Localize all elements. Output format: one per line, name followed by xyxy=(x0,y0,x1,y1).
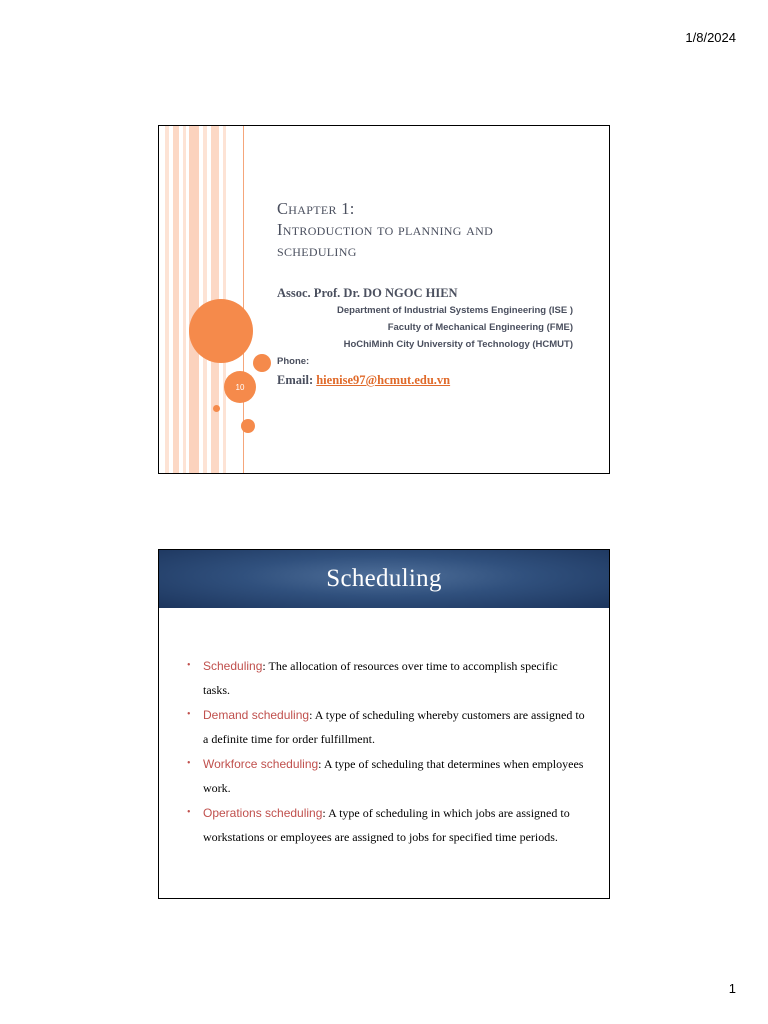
slide-title xyxy=(277,198,597,261)
small-circle-shape-bottom xyxy=(241,419,255,433)
scheduling-slide xyxy=(158,549,610,899)
term-label: Workforce scheduling xyxy=(203,757,319,771)
definition-text: : A type of scheduling in which jobs are assigned to workstations or employees are assigned to jobs for specified time periods. xyxy=(203,806,570,844)
email-label: Email: xyxy=(277,373,314,387)
term-label: Operations scheduling xyxy=(203,806,323,820)
title-line-1: Chapter 1: xyxy=(277,199,355,218)
header-date: 1/8/2024 xyxy=(685,30,736,45)
email-link[interactable]: hienise97@hcmut.edu.vn xyxy=(316,373,451,387)
bullet-icon: • xyxy=(187,758,191,769)
term-label: Demand scheduling xyxy=(203,708,310,722)
title-line-3: scheduling xyxy=(277,241,357,260)
list-item xyxy=(187,752,587,800)
term-label: Scheduling xyxy=(203,659,263,673)
university-line: HoChiMinh City University of Technology (HCMUT) xyxy=(343,339,573,350)
bullet-icon: • xyxy=(187,807,191,818)
title-slide xyxy=(158,125,610,474)
list-item xyxy=(187,801,587,849)
author-name: Assoc. Prof. Dr. DO NGOC HIEN xyxy=(277,286,458,300)
title-line-2: Introduction to planning and xyxy=(277,220,494,239)
list-item xyxy=(187,654,587,702)
definition-list xyxy=(187,654,587,850)
faculty-line: Faculty of Mechanical Engineering (FME) xyxy=(387,322,573,333)
title-banner xyxy=(159,550,609,608)
definition-text: : A type of scheduling whereby customers are assigned to a definite time for order fulfillment. xyxy=(203,708,585,746)
phone-label: Phone: xyxy=(277,356,310,367)
small-circle-shape xyxy=(253,354,271,372)
slide-title: Scheduling xyxy=(326,565,442,592)
large-circle-shape xyxy=(189,299,253,363)
decorative-stripes xyxy=(159,126,249,473)
bullet-icon: • xyxy=(187,660,191,671)
definition-text: : The allocation of resources over time to accomplish specific tasks. xyxy=(203,659,558,697)
definition-text: : A type of scheduling that determines when employees work. xyxy=(203,757,584,795)
page-number: 1 xyxy=(728,981,736,996)
list-item xyxy=(187,703,587,751)
slide-number-circle: 10 xyxy=(224,371,256,403)
tiny-circle-shape xyxy=(213,405,220,412)
department-line: Department of Industrial Systems Engineering (ISE ) xyxy=(337,305,573,316)
email-line xyxy=(277,373,450,388)
bullet-icon: • xyxy=(187,709,191,720)
